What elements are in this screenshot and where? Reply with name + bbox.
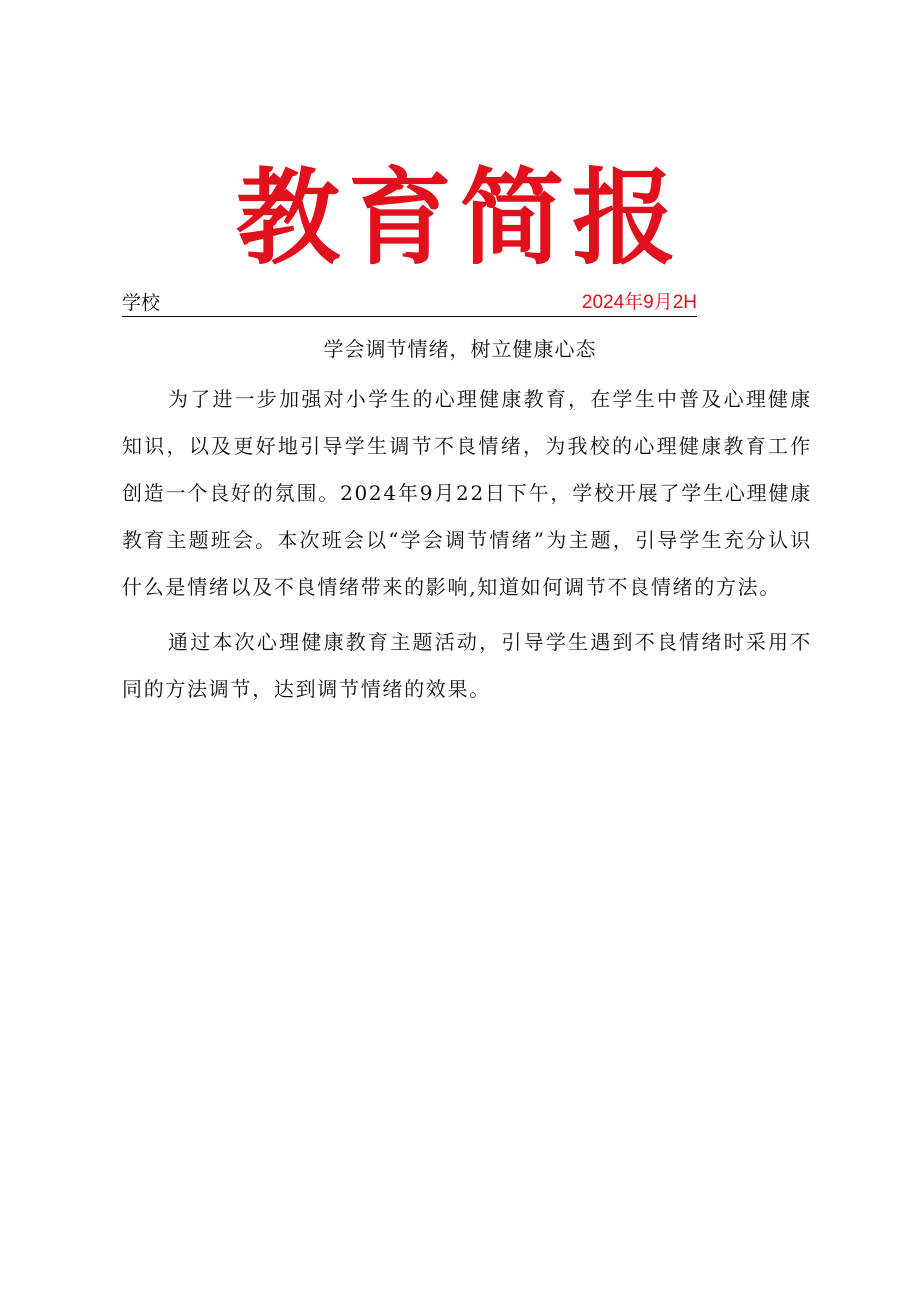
article-paragraph: 为了进一步加强对小学生的心理健康教育，在学生中普及心理健康知识，以及更好地引导学生调节不良情绪，为我校的心理健康教育工作创造一个良好的氛围。2024年9月22日下午，学校开展了学生心理健康教育主题班会。本次班会以“学会调节情绪”为主题，引导学生充分认识什么是情绪以及不良情绪带来的影响,知道如何调节不良情绪的方法。 xyxy=(122,387,812,599)
school-label: 学校 xyxy=(122,292,161,314)
header-info-row xyxy=(122,290,697,317)
article-body xyxy=(122,376,812,721)
article-paragraph: 通过本次心理健康教育主题活动，引导学生遇到不良情绪时采用不同的方法调节，达到调节情绪的效果。 xyxy=(122,630,812,701)
article-title: 学会调节情绪，树立健康心态 xyxy=(323,337,597,361)
issue-date: 2024年9月2H xyxy=(581,292,697,313)
masthead-title: 教育简报 xyxy=(235,156,684,279)
